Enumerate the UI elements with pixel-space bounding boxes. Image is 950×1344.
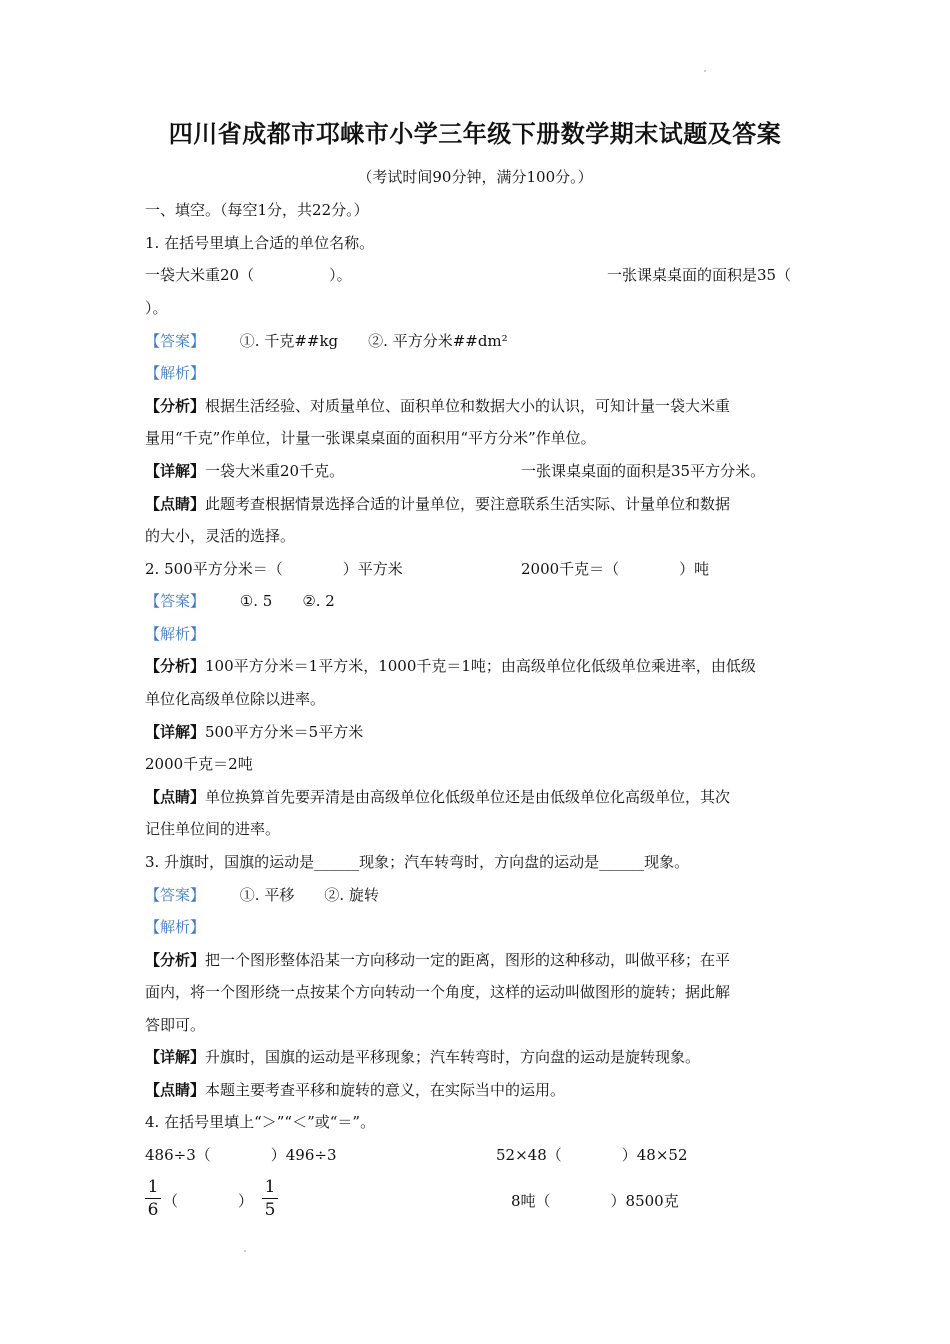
fraction-bar	[145, 1198, 161, 1199]
q1-xiangjie-right: 一张课桌桌面的面积是35平方分米。	[521, 462, 766, 480]
fraction-bar	[262, 1198, 278, 1199]
q1-answer: ①. 千克##kg ②. 平方分米##dm²	[239, 332, 508, 350]
q3-stem: 3. 升旗时，国旗的运动是______现象；汽车转弯时，方向盘的运动是______现象。	[145, 853, 690, 871]
q2-xiangjie-text-1: 500平方分米＝5平方米	[205, 723, 364, 741]
q1-xiangjie-left: 一袋大米重20千克。	[205, 462, 345, 480]
q2-right: 2000千克＝（ ）吨	[521, 560, 710, 578]
fenxi-tag: 【分析】	[145, 397, 206, 415]
fraction-denominator: 5	[264, 1200, 276, 1220]
q3-xiangjie-1	[145, 1047, 700, 1067]
answer-tag: 【答案】	[145, 332, 206, 350]
analysis-tag: 【解析】	[145, 625, 206, 643]
q4-stem: 4. 在括号里填上“＞”“＜”或“＝”。	[145, 1113, 376, 1131]
q1-blank-right: 一张课桌桌面的面积是35（	[607, 266, 792, 284]
xiangjie-tag: 【详解】	[145, 1048, 206, 1066]
q3-fenxi-3: 答即可。	[145, 1016, 206, 1034]
dianjing-tag: 【点睛】	[145, 788, 206, 806]
scan-speck	[244, 1250, 246, 1252]
xiangjie-tag: 【详解】	[145, 462, 206, 480]
q2-left: 2. 500平方分米＝（ ）平方米	[145, 560, 403, 578]
section-heading: 一、填空。（每空1分，共22分。）	[145, 201, 369, 219]
dianjing-tag: 【点睛】	[145, 495, 206, 513]
dianjing-tag: 【点睛】	[145, 1081, 206, 1099]
q4-item-1: 486÷3（ ）496÷3	[145, 1146, 337, 1164]
q1-xiangjie	[145, 461, 344, 481]
q3-answer: ①. 平移 ②. 旋转	[239, 886, 379, 904]
fraction-numerator: 1	[147, 1177, 159, 1197]
q2-fenxi-1	[145, 656, 756, 676]
q3-fenxi-2: 面内，将一个图形绕一点按某个方向转动一个角度，这样的运动叫做图形的旋转；据此解	[145, 983, 731, 1001]
answer-tag: 【答案】	[145, 886, 206, 904]
q2-xiangjie-2: 2000千克＝2吨	[145, 755, 253, 773]
q1-answer-row	[145, 331, 508, 351]
q4-item-3-paren: （ ）	[163, 1192, 254, 1210]
xiangjie-tag: 【详解】	[145, 723, 206, 741]
q1-dianjing-1	[145, 494, 730, 514]
analysis-tag: 【解析】	[145, 364, 206, 382]
q2-xiangjie-1	[145, 722, 363, 742]
q1-blank-left: 一袋大米重20（ ）。	[145, 266, 352, 284]
q2-dianjing-2: 记住单位间的进率。	[145, 820, 281, 838]
fenxi-tag: 【分析】	[145, 657, 206, 675]
q3-dianjing-1	[145, 1080, 565, 1100]
q2-fenxi-2: 单位化高级单位除以进率。	[145, 690, 326, 708]
fraction-one-fifth	[262, 1177, 278, 1220]
q1-dianjing-text-1: 此题考查根据情景选择合适的计量单位，要注意联系生活实际、计量单位和数据	[205, 495, 731, 513]
analysis-tag: 【解析】	[145, 918, 206, 936]
q3-dianjing-text-1: 本题主要考查平移和旋转的意义，在实际当中的运用。	[205, 1081, 566, 1099]
q2-answer: ①. 5 ②. 2	[239, 592, 335, 610]
fraction-numerator: 1	[264, 1177, 276, 1197]
q3-xiangjie-text-1: 升旗时，国旗的运动是平移现象；汽车转弯时，方向盘的运动是旋转现象。	[205, 1048, 701, 1066]
q2-fenxi-text-1: 100平方分米＝1平方米，1000千克＝1吨；由高级单位化低级单位乘进率，由低级	[205, 657, 756, 675]
q1-fenxi-2: 量用“千克”作单位，计量一张课桌桌面的面积用“平方分米”作单位。	[145, 429, 596, 447]
q1-wrap: ）。	[145, 299, 168, 317]
q4-item-2: 52×48（ ）48×52	[496, 1146, 688, 1164]
q2-dianjing-text-1: 单位换算首先要弄清是由高级单位化低级单位还是由低级单位化高级单位，其次	[205, 788, 731, 806]
q2-answer-row	[145, 591, 335, 611]
q3-fenxi-1	[145, 950, 730, 970]
answer-tag: 【答案】	[145, 592, 206, 610]
fraction-denominator: 6	[147, 1200, 159, 1220]
scan-speck	[704, 70, 706, 72]
q4-item-4: 8吨（ ）8500克	[511, 1192, 679, 1210]
q1-dianjing-2: 的大小，灵活的选择。	[145, 527, 296, 545]
exam-time-note: （考试时间90分钟，满分100分。）	[357, 168, 593, 186]
q1-fenxi-1	[145, 396, 730, 416]
q1-stem: 1. 在括号里填上合适的单位名称。	[145, 234, 375, 252]
q3-answer-row	[145, 885, 379, 905]
q2-dianjing-1	[145, 787, 730, 807]
page-title: 四川省成都市邛崃市小学三年级下册数学期末试题及答案	[168, 120, 782, 148]
fraction-one-sixth	[145, 1177, 161, 1220]
q1-fenxi-text-1: 根据生活经验、对质量单位、面积单位和数据大小的认识，可知计量一袋大米重	[205, 397, 731, 415]
fenxi-tag: 【分析】	[145, 951, 206, 969]
q3-fenxi-text-1: 把一个图形整体沿某一方向移动一定的距离，图形的这种移动，叫做平移；在平	[205, 951, 731, 969]
